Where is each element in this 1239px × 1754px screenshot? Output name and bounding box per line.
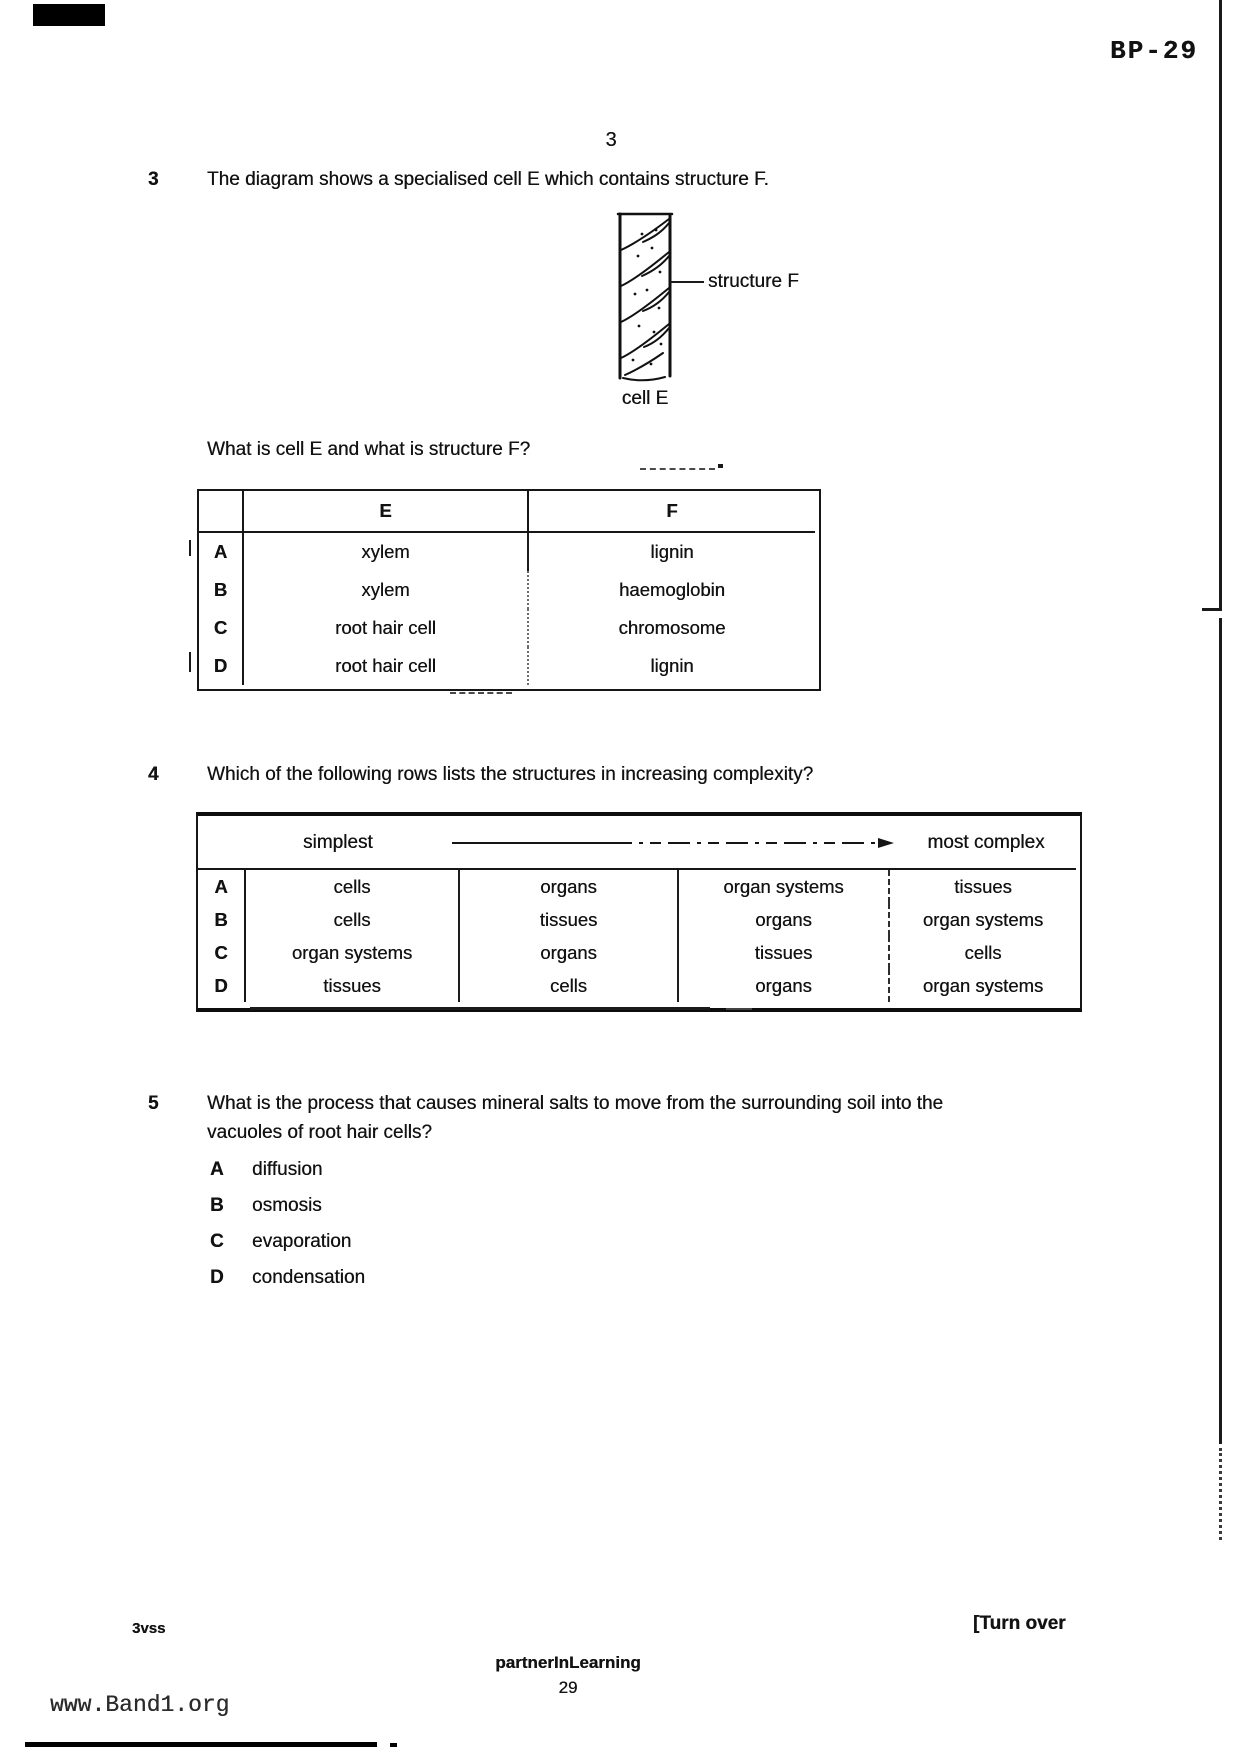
q3-row-A-E: xylem bbox=[244, 533, 529, 571]
scan-artifact-bottom-line bbox=[25, 1742, 377, 1747]
q4-row-A-cell-3: organ systems bbox=[679, 870, 890, 903]
scan-artifact-dashes-table-bottom bbox=[450, 692, 512, 694]
q3-row-C-letter: C bbox=[199, 609, 244, 647]
doc-code: BP-29 bbox=[1110, 36, 1199, 66]
q4-row-A-letter: A bbox=[198, 870, 246, 903]
q4-row-D-cell-4: organ systems bbox=[922, 974, 1044, 996]
q4-row-C-cell-2: organs bbox=[460, 936, 679, 969]
scan-artifact-dashes-f-header bbox=[640, 468, 715, 470]
q3-answer-table bbox=[197, 489, 821, 691]
q3-header-F: F bbox=[529, 491, 815, 533]
q4-row-A-cell-1: cells bbox=[246, 870, 460, 903]
most-complex-label: most complex bbox=[927, 832, 1045, 853]
scan-artifact-dot bbox=[718, 464, 723, 468]
q4-row-C-cell-4: cells bbox=[964, 941, 1002, 963]
footer-brand: partnerInLearning bbox=[495, 1653, 641, 1672]
q3-row-C-F: chromosome bbox=[618, 617, 726, 638]
q4-row-C-letter: C bbox=[198, 936, 246, 969]
footer-exam-code: 3vss bbox=[132, 1620, 166, 1637]
q3-row-D-letter: D bbox=[199, 647, 244, 685]
q4-row-C-cell-3: tissues bbox=[679, 936, 890, 969]
scan-artifact-dash-left-a bbox=[189, 540, 191, 556]
q4-row-D-cell-3: organs bbox=[679, 969, 890, 1002]
q4-row-B-cell-2: tissues bbox=[460, 903, 679, 936]
increasing-complexity-arrow-icon bbox=[450, 836, 900, 850]
q3-row-B-letter: B bbox=[199, 571, 244, 609]
q4-row-A-cell-4: tissues bbox=[954, 875, 1012, 897]
q5-option-D-text: condensation bbox=[252, 1267, 366, 1288]
q4-row-B-letter: B bbox=[198, 903, 246, 936]
q5-option-B-letter: B bbox=[210, 1195, 224, 1216]
question-4-number: 4 bbox=[148, 764, 159, 785]
scan-artifact-right-rule-lower bbox=[1219, 618, 1222, 1444]
q4-row-A-cell-2: organs bbox=[460, 870, 679, 903]
q4-row-B-cell-1: cells bbox=[246, 903, 460, 936]
q3-row-B-E: xylem bbox=[244, 571, 529, 609]
q3-header-blank bbox=[199, 491, 244, 533]
structure-f-pointer-line bbox=[670, 281, 704, 283]
scan-artifact-q4-bottom-fragment bbox=[250, 1007, 710, 1010]
structure-f-label: structure F bbox=[708, 271, 799, 292]
xylem-vessel-spiral-icon bbox=[616, 210, 674, 382]
q5-option-A-letter: A bbox=[210, 1159, 224, 1180]
q4-answer-table bbox=[196, 812, 1082, 1012]
question-5-stem-line1: What is the process that causes mineral salts to move from the surrounding soil into the bbox=[207, 1093, 944, 1114]
q5-option-B-text: osmosis bbox=[252, 1195, 322, 1216]
q5-option-A-text: diffusion bbox=[252, 1159, 323, 1180]
q5-option-C-letter: C bbox=[210, 1231, 224, 1252]
q4-row-D-letter: D bbox=[198, 969, 246, 1002]
footer-turn-over: [Turn over bbox=[973, 1613, 1066, 1634]
scan-artifact-right-rule-dots bbox=[1219, 1448, 1222, 1540]
q4-row-D-cell-1: tissues bbox=[246, 969, 460, 1002]
scan-artifact-q4-bottom-dash bbox=[726, 1008, 752, 1010]
q3-row-D-F: lignin bbox=[650, 655, 694, 676]
cell-e-label: cell E bbox=[621, 388, 669, 409]
q3-header-E: E bbox=[244, 491, 529, 533]
scan-artifact-right-rule-tick bbox=[1202, 608, 1222, 611]
q3-row-C-E: root hair cell bbox=[244, 609, 529, 647]
q4-table-header-row bbox=[198, 816, 1076, 870]
q4-row-C-cell-1: organ systems bbox=[246, 936, 460, 969]
question-5-stem-line2: vacuoles of root hair cells? bbox=[207, 1122, 432, 1143]
q4-row-D-cell-2: cells bbox=[460, 969, 679, 1002]
q4-row-B-cell-3: organs bbox=[679, 903, 890, 936]
specialised-cell-diagram bbox=[616, 210, 674, 382]
q3-row-A-letter: A bbox=[199, 533, 244, 571]
q5-option-D-letter: D bbox=[210, 1267, 224, 1288]
footer-watermark: www.Band1.org bbox=[50, 1692, 230, 1718]
q5-option-C-text: evaporation bbox=[252, 1231, 352, 1252]
scan-artifact-bottom-dot bbox=[390, 1743, 397, 1747]
page-number-bottom: 29 bbox=[558, 1678, 578, 1697]
q3-row-A-F: lignin bbox=[650, 541, 694, 562]
question-3-stem: The diagram shows a specialised cell E which contains structure F. bbox=[207, 169, 769, 190]
question-3-prompt: What is cell E and what is structure F? bbox=[207, 439, 531, 460]
scan-artifact-dash-left-d bbox=[189, 652, 191, 672]
scan-artifact-right-rule-upper bbox=[1219, 0, 1222, 610]
page-number-top: 3 bbox=[605, 129, 617, 151]
scan-artifact-top-left-bar bbox=[33, 4, 105, 26]
q3-row-D-E: root hair cell bbox=[244, 647, 529, 685]
question-5-number: 5 bbox=[148, 1093, 159, 1114]
question-4-stem: Which of the following rows lists the structures in increasing complexity? bbox=[207, 764, 814, 785]
q4-row-B-cell-4: organ systems bbox=[922, 908, 1044, 930]
question-3-number: 3 bbox=[148, 169, 159, 190]
simplest-label: simplest bbox=[303, 832, 373, 853]
q3-row-B-F: haemoglobin bbox=[619, 579, 725, 600]
